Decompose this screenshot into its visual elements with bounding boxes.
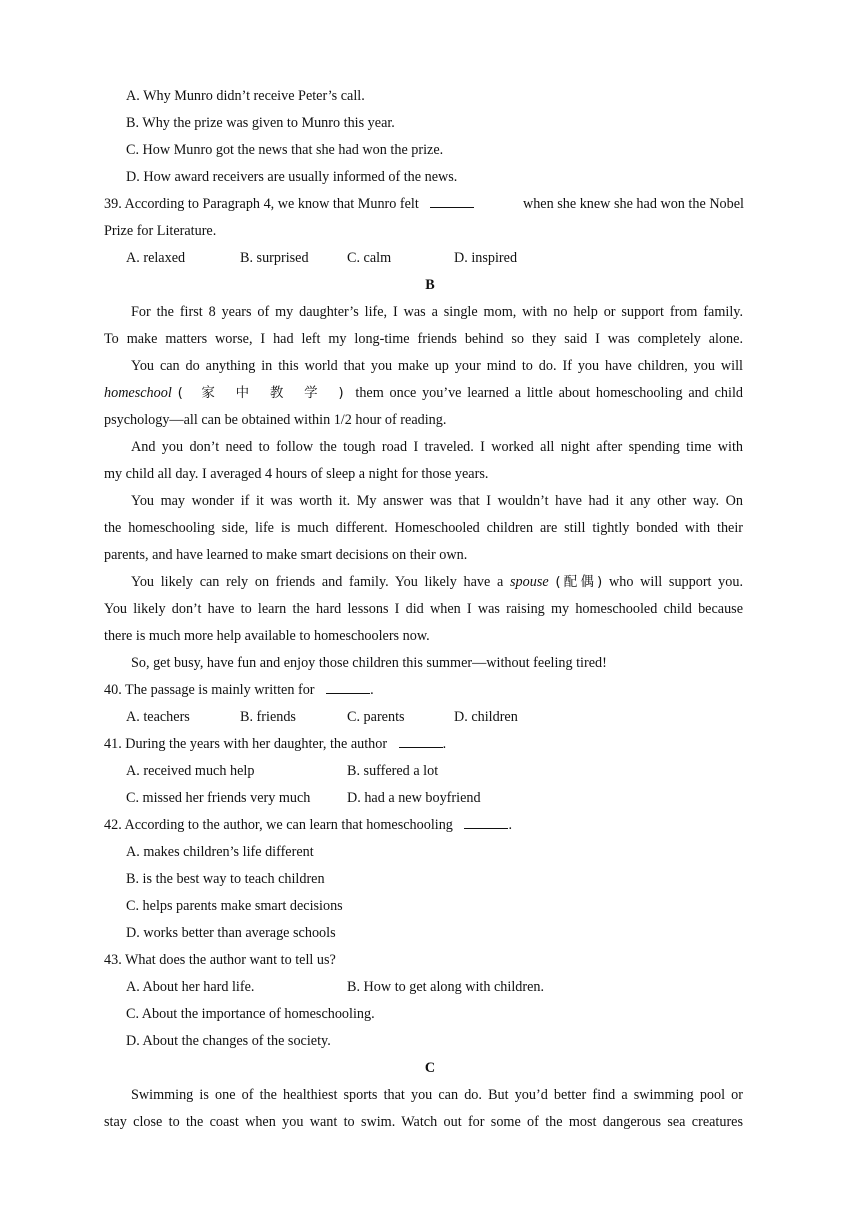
question-39-stem: 39. According to Paragraph 4, we know that Munro felt	[104, 196, 419, 212]
question-39-line2: Prize for Literature.	[104, 223, 217, 239]
question-39-stem-end: when she knew she had won the Nobel	[522, 196, 744, 212]
option-39d: D. inspired	[454, 250, 518, 266]
passage-b-p3-line2: my child all day. I averaged 4 hours of sleep a night for those years.	[104, 466, 489, 482]
passage-b-p5-line3: there is much more help available to homeschoolers now.	[104, 628, 430, 644]
option-38c: C. How Munro got the news that she had won the prize.	[126, 142, 444, 158]
question-43-options-row1	[126, 976, 860, 998]
passage-b-p5-line1-start: You likely can rely on friends and family. You likely have a	[131, 574, 504, 590]
passage-b-p6-line1: So, get busy, have fun and enjoy those children this summer—without feeling tired!	[131, 655, 607, 671]
option-41b: B. suffered a lot	[347, 763, 439, 779]
option-40c: C. parents	[347, 709, 405, 725]
option-38a: A. Why Munro didn’t receive Peter’s call.	[126, 88, 365, 104]
option-42d: D. works better than average schools	[126, 925, 336, 941]
chinese-gloss-spouse: (配偶)	[555, 574, 603, 590]
term-homeschool: homeschool	[104, 385, 172, 401]
option-41a: A. received much help	[126, 763, 255, 779]
question-40: 40. The passage is mainly written for .	[104, 682, 374, 698]
option-39b: B. surprised	[240, 250, 309, 266]
passage-c-p1-line1: Swimming is one of the healthiest sports that you can do. But you’d better find a swimming pool or	[131, 1087, 743, 1103]
passage-b-p4-line1: You may wonder if it was worth it. My answer was that I wouldn’t have had it any other way. On	[131, 493, 743, 509]
answer-blank-42	[464, 816, 508, 829]
question-41-options-row2	[126, 787, 860, 809]
question-41-options-row1	[126, 760, 860, 782]
passage-b-p2-line3: psychology—all can be obtained within 1/2 hour of reading.	[104, 412, 447, 428]
option-41c: C. missed her friends very much	[126, 790, 311, 806]
question-40-stem: 40. The passage is mainly written for	[104, 682, 315, 698]
passage-c-p1-line2: stay close to the coast when you want to swim. Watch out for some of the most dangerous sea creatures	[104, 1114, 743, 1130]
option-41d: D. had a new boyfriend	[347, 790, 481, 806]
passage-b-p5-line1	[104, 571, 743, 593]
passage-b-p4-line3: parents, and have learned to make smart decisions on their own.	[104, 547, 468, 563]
section-heading-b: B	[425, 277, 435, 293]
passage-b-p2-line2	[104, 382, 743, 404]
section-heading-c: C	[424, 1060, 436, 1076]
passage-b-p3-line1: And you don’t need to follow the tough road I traveled. I worked all night after spending time with	[131, 439, 743, 455]
passage-b-p4-line2: the homeschooling side, life is much different. Homeschooled children are still tightly bonded with their	[104, 520, 743, 536]
term-spouse: spouse	[510, 574, 549, 590]
chinese-gloss-homeschool: ( 家 中 教 学 )	[177, 385, 350, 401]
option-43a: A. About her hard life.	[126, 979, 255, 995]
question-42-stem: 42. According to the author, we can learn that homeschooling	[104, 817, 453, 833]
option-42b: B. is the best way to teach children	[126, 871, 325, 887]
question-41-stem: 41. During the years with her daughter, the author	[104, 736, 388, 752]
passage-b-p1-line2: To make matters worse, I had left my long-time friends behind so they said I was completely alone.	[104, 331, 743, 347]
option-39a: A. relaxed	[126, 250, 186, 266]
passage-b-p2-line2-rest: them once you’ve learned a little about homeschooling and child	[355, 385, 743, 401]
question-41: 41. During the years with her daughter, the author .	[104, 736, 447, 752]
passage-b-p2-line1: You can do anything in this world that you make up your mind to do. If you have children, you will	[131, 358, 743, 374]
option-39c: C. calm	[347, 250, 392, 266]
answer-blank-39	[430, 195, 474, 208]
option-40d: D. children	[454, 709, 518, 725]
option-42c: C. helps parents make smart decisions	[126, 898, 343, 914]
passage-b-p1-line1: For the first 8 years of my daughter’s life, I was a single mom, with no help or support from family.	[131, 304, 743, 320]
option-40a: A. teachers	[126, 709, 190, 725]
option-43d: D. About the changes of the society.	[126, 1033, 331, 1049]
option-43b: B. How to get along with children.	[347, 979, 545, 995]
question-39	[104, 193, 744, 215]
answer-blank-41	[399, 735, 443, 748]
option-38d: D. How award receivers are usually informed of the news.	[126, 169, 458, 185]
question-39-options	[126, 247, 860, 269]
option-42a: A. makes children’s life different	[126, 844, 314, 860]
option-38b: B. Why the prize was given to Munro this year.	[126, 115, 395, 131]
option-40b: B. friends	[240, 709, 296, 725]
question-42: 42. According to the author, we can learn that homeschooling .	[104, 817, 512, 833]
passage-b-p5-line2: You likely don’t have to learn the hard lessons I did when I was raising my homeschooled child because	[104, 601, 743, 617]
passage-b-p5-line1-end: who will support you.	[609, 574, 744, 590]
answer-blank-40	[326, 681, 370, 694]
option-43c: C. About the importance of homeschooling.	[126, 1006, 375, 1022]
question-40-options	[126, 706, 860, 728]
question-43-stem: 43. What does the author want to tell us?	[104, 952, 336, 968]
